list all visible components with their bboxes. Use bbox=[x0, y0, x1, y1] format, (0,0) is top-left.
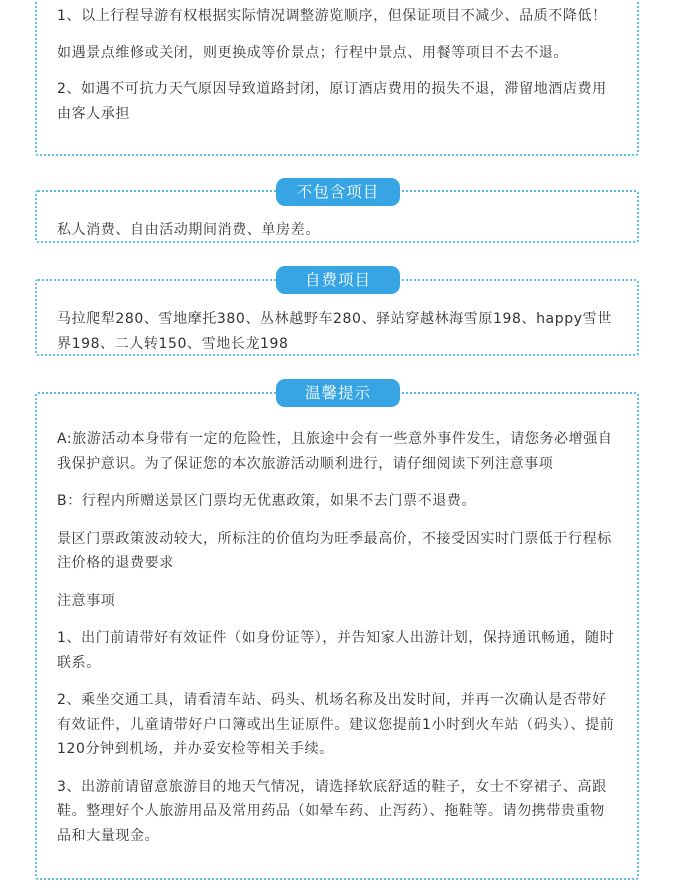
optional-items-title: 自费项目 bbox=[276, 266, 400, 294]
note-paragraph: 如遇景点维修或关闭，则更换成等价景点；行程中景点、用餐等项目不去不退。 bbox=[57, 44, 568, 61]
tips-box bbox=[35, 392, 639, 880]
tips-paragraph: A:旅游活动本身带有一定的危险性，且旅途中会有一些意外事件发生，请您务必增强自我保护意识。为了保证您的本次旅游活动顺利进行，请仔细阅读下列注意事项 bbox=[57, 431, 613, 472]
tips-subheading: 注意事项 bbox=[57, 592, 116, 609]
tips-paragraph: 3、出游前请留意旅游目的地天气情况，请选择软底舒适的鞋子，女士不穿裙子、高跟鞋。整理好个人旅游用品及常用药品（如晕车药、止泻药）、拖鞋等。请勿携带贵重物品和大量现金。 bbox=[57, 778, 607, 844]
note-paragraph: 2、如遇不可抗力天气原因导致道路封闭，原订酒店费用的损失不退，滞留地酒店费用由客人承担 bbox=[57, 81, 607, 122]
optional-items-text: 马拉爬犁280、雪地摩托380、丛林越野车280、驿站穿越林海雪原198、happy雪世界198、二人转150、雪地长龙198 bbox=[57, 311, 612, 352]
tips-paragraph: 景区门票政策波动较大，所标注的价值均为旺季最高价，不接受因实时门票低于行程标注价格的退费要求 bbox=[57, 530, 612, 571]
note-paragraph: 1、以上行程导游有权根据实际情况调整游览顺序，但保证项目不减少、品质不降低！ bbox=[57, 8, 607, 24]
tips-title: 温馨提示 bbox=[276, 379, 400, 407]
tips-paragraph: B：行程内所赠送景区门票均无优惠政策，如果不去门票不退费。 bbox=[57, 493, 477, 509]
itinerary-notes-box bbox=[35, 0, 639, 156]
tips-paragraph: 2、乘坐交通工具，请看清车站、码头、机场名称及出发时间，并再一次确认是否带好有效证件，儿童请带好户口簿或出生证原件。建议您提前1小时到火车站（码头）、提前120分钟到机场，并办妥安检等相关手续。 bbox=[57, 692, 615, 757]
excluded-items-text: 私人消费、自由活动期间消费、单房差。 bbox=[57, 222, 320, 238]
excluded-items-title: 不包含项目 bbox=[276, 178, 400, 206]
tips-paragraph: 1、出门前请带好有效证件（如身份证等），并告知家人出游计划，保持通讯畅通，随时联系。 bbox=[57, 630, 615, 671]
